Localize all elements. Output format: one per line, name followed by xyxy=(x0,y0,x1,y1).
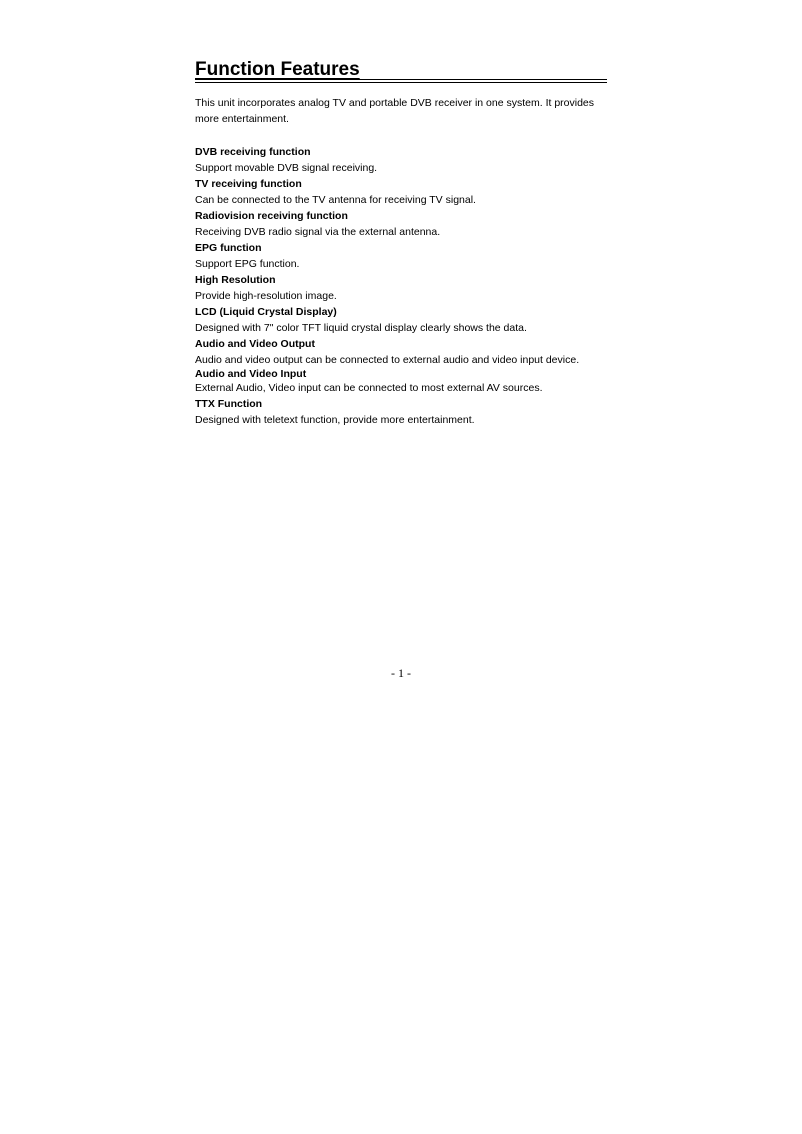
heading-block xyxy=(195,58,607,82)
feature-item xyxy=(195,240,607,272)
feature-title: TV receiving function xyxy=(195,178,302,190)
intro-paragraph: This unit incorporates analog TV and portable DVB receiver in one system. It provides more entertainment. xyxy=(195,97,595,125)
feature-description: Support movable DVB signal receiving. xyxy=(195,162,378,174)
feature-description: Designed with teletext function, provide more entertainment. xyxy=(195,414,475,426)
feature-item xyxy=(195,144,607,176)
feature-title: High Resolution xyxy=(195,274,276,286)
feature-list xyxy=(195,144,607,428)
feature-item xyxy=(195,272,607,304)
feature-description: Designed with 7" color TFT liquid crystal display clearly shows the data. xyxy=(195,322,527,334)
feature-item xyxy=(195,304,607,336)
feature-description: External Audio, Video input can be connected to most external AV sources. xyxy=(195,382,543,394)
feature-item xyxy=(195,208,607,240)
page-content xyxy=(195,58,607,428)
feature-item xyxy=(195,368,607,396)
feature-item xyxy=(195,176,607,208)
feature-description: Receiving DVB radio signal via the external antenna. xyxy=(195,226,441,238)
feature-title: EPG function xyxy=(195,242,262,254)
feature-description: Can be connected to the TV antenna for receiving TV signal. xyxy=(195,194,476,206)
page-number: - 1 - xyxy=(391,666,411,680)
feature-title: Audio and Video Output xyxy=(195,338,315,350)
feature-item xyxy=(195,336,607,368)
feature-item xyxy=(195,396,607,428)
feature-title: Radiovision receiving function xyxy=(195,210,348,222)
feature-title: DVB receiving function xyxy=(195,146,311,158)
feature-title: TTX Function xyxy=(195,398,263,410)
feature-description: Audio and video output can be connected to external audio and video input device. xyxy=(195,354,580,366)
feature-description: Provide high-resolution image. xyxy=(195,290,337,302)
feature-title: LCD (Liquid Crystal Display) xyxy=(195,306,337,318)
title-rule-bottom xyxy=(195,82,607,83)
feature-title: Audio and Video Input xyxy=(195,368,307,380)
feature-description: Support EPG function. xyxy=(195,258,300,270)
page-title: Function Features xyxy=(195,59,360,80)
